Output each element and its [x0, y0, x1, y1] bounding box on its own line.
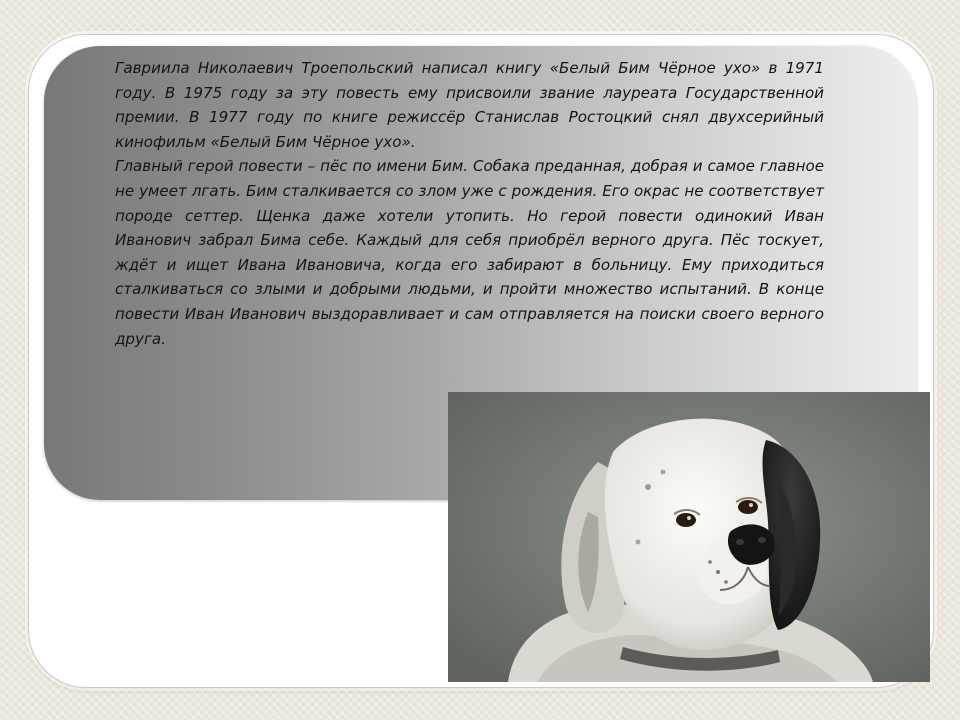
paragraph-plot: Главный герой повести – пёс по имени Бим. Собака преданная, добрая и самое главное не умеет лгать. Бим сталкивается со злом уже с рождения. Его окрас не соответствует породе сеттер. Щенка даже хотели утопить. Но герой повести одинокий Иван Иванович забрал Бима себе. Каждый для себя приобрёл верного друга. Пёс тоскует, ждёт и ищет Ивана Ивановича, когда его забирают в больницу. Ему приходиться сталкиваться со злыми и добрыми людьми, и пройти множество испытаний. В конце повести Иван Иванович выздоравливает и сам отправляется на поиски своего верного друга.: [115, 157, 824, 348]
text-block: [115, 56, 824, 351]
dog-illustration: [448, 392, 930, 682]
dog-photo: [448, 392, 930, 682]
paragraph-intro: Гавриила Николаевич Троепольский написал книгу «Белый Бим Чёрное ухо» в 1971 году. В 1975 году за эту повесть ему присвоили звание лауреата Государственной премии. В 1977 году по книге режиссёр Станислав Ростоцкий снял двухсерийный кинофильм «Белый Бим Чёрное ухо».: [115, 59, 824, 151]
